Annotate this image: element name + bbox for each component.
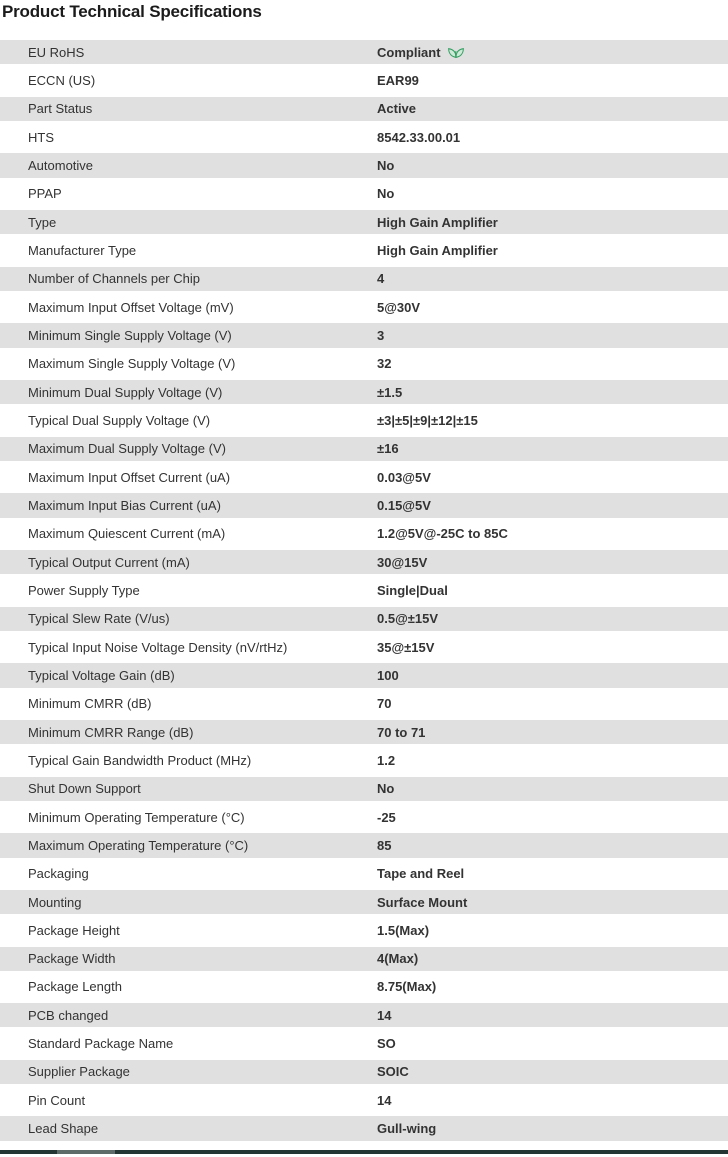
spec-value [377, 526, 728, 541]
table-row [0, 68, 728, 92]
table-row [0, 125, 728, 149]
table-row [0, 1060, 728, 1084]
spec-label: Maximum Input Offset Current (uA) [28, 469, 231, 485]
spec-label: Typical Slew Rate (V/us) [28, 611, 170, 627]
spec-value [377, 243, 728, 258]
spec-value [377, 413, 728, 428]
spec-label: Maximum Input Bias Current (uA) [28, 497, 221, 513]
spec-value-text: High Gain Amplifier [377, 242, 498, 258]
spec-label: Maximum Input Offset Voltage (mV) [28, 299, 234, 315]
spec-label: PCB changed [28, 1007, 109, 1023]
spec-value [377, 470, 728, 485]
spec-value-text: High Gain Amplifier [377, 214, 498, 230]
spec-label: Package Length [28, 979, 122, 995]
spec-value-text: 3 [377, 327, 385, 343]
spec-label: Minimum Dual Supply Voltage (V) [28, 384, 223, 400]
spec-value [377, 328, 728, 343]
spec-value-text: ±3|±5|±9|±12|±15 [377, 412, 478, 428]
spec-value-text: Single|Dual [377, 582, 448, 598]
spec-value-text: SOIC [377, 1064, 409, 1080]
table-row [0, 720, 728, 744]
spec-value [377, 583, 728, 598]
table-row [0, 947, 728, 971]
table-row [0, 493, 728, 517]
table-row [0, 97, 728, 121]
spec-value [377, 640, 728, 655]
spec-label: Typical Input Noise Voltage Density (nV/rtHz) [28, 639, 288, 655]
spec-value-text: ±1.5 [377, 384, 403, 400]
spec-value [377, 101, 728, 116]
spec-value-text: No [377, 781, 395, 797]
spec-value [377, 1008, 728, 1023]
table-row [0, 238, 728, 262]
table-row [0, 975, 728, 999]
spec-value-text: No [377, 186, 395, 202]
table-row [0, 408, 728, 432]
table-row [0, 777, 728, 801]
spec-value [377, 781, 728, 796]
spec-value [377, 725, 728, 740]
spec-value [377, 979, 728, 994]
spec-value-text: SO [377, 1036, 396, 1052]
table-row [0, 295, 728, 319]
spec-value-text: Tape and Reel [377, 866, 465, 882]
spec-table [0, 40, 728, 1141]
table-row [0, 437, 728, 461]
spec-value [377, 356, 728, 371]
table-row [0, 380, 728, 404]
table-row [0, 1088, 728, 1112]
spec-value-text: 1.5(Max) [377, 922, 430, 938]
spec-value-text: EAR99 [377, 72, 419, 88]
table-row [0, 635, 728, 659]
spec-value [377, 668, 728, 683]
spec-value-text: 14 [377, 1092, 392, 1108]
spec-label: Minimum Operating Temperature (°C) [28, 809, 245, 825]
spec-value [377, 1093, 728, 1108]
spec-value-text: Active [377, 101, 417, 117]
spec-value-text: 0.03@5V [377, 469, 431, 485]
table-row [0, 352, 728, 376]
spec-label: Part Status [28, 101, 93, 117]
spec-value [377, 696, 728, 711]
spec-label: Shut Down Support [28, 781, 141, 797]
spec-value-text: 30@15V [377, 554, 428, 570]
table-row [0, 692, 728, 716]
spec-label: Package Height [28, 922, 120, 938]
spec-value [377, 838, 728, 853]
spec-value [377, 1064, 728, 1079]
spec-value [377, 300, 728, 315]
spec-label: Packaging [28, 866, 89, 882]
spec-label: EU RoHS [28, 44, 85, 60]
spec-value [377, 271, 728, 286]
table-row [0, 862, 728, 886]
footer-bar [0, 1150, 728, 1154]
spec-label: Lead Shape [28, 1121, 99, 1137]
table-row [0, 890, 728, 914]
spec-value [377, 951, 728, 966]
table-row [0, 805, 728, 829]
spec-value-text: 5@30V [377, 299, 421, 315]
spec-value [377, 215, 728, 230]
spec-value-text: 0.15@5V [377, 497, 431, 513]
table-row [0, 40, 728, 64]
spec-value [377, 385, 728, 400]
spec-value-text: 8542.33.00.01 [377, 129, 461, 145]
spec-value [377, 73, 728, 88]
table-row [0, 465, 728, 489]
spec-label: Typical Voltage Gain (dB) [28, 667, 175, 683]
spec-label: Typical Dual Supply Voltage (V) [28, 412, 211, 428]
spec-value-text: ±16 [377, 441, 399, 457]
table-row [0, 663, 728, 687]
spec-value [377, 753, 728, 768]
spec-label: PPAP [28, 186, 62, 202]
spec-label: Maximum Dual Supply Voltage (V) [28, 441, 226, 457]
spec-value-text: Compliant [377, 44, 441, 60]
table-row [0, 918, 728, 942]
spec-label: Typical Gain Bandwidth Product (MHz) [28, 752, 252, 768]
spec-value-text: 14 [377, 1007, 392, 1023]
spec-label: Type [28, 214, 57, 230]
table-row [0, 550, 728, 574]
table-row [0, 1116, 728, 1140]
leaf-icon [448, 45, 464, 59]
table-row [0, 748, 728, 772]
table-row [0, 182, 728, 206]
spec-value-text: 1.2 [377, 752, 396, 768]
spec-value [377, 1121, 728, 1136]
table-row [0, 522, 728, 546]
spec-label: Power Supply Type [28, 582, 140, 598]
spec-value-text: Surface Mount [377, 894, 468, 910]
spec-value-text: 100 [377, 667, 399, 683]
spec-value-text: 1.2@5V@-25C to 85C [377, 526, 508, 542]
spec-label: Number of Channels per Chip [28, 271, 200, 287]
spec-value-text: 0.5@±15V [377, 611, 439, 627]
table-row [0, 267, 728, 291]
spec-value [377, 186, 728, 201]
spec-label: Minimum Single Supply Voltage (V) [28, 327, 232, 343]
spec-value [377, 555, 728, 570]
table-row [0, 323, 728, 347]
spec-label: Minimum CMRR (dB) [28, 696, 152, 712]
spec-label: Supplier Package [28, 1064, 130, 1080]
spec-value-text: -25 [377, 809, 396, 825]
table-row [0, 1003, 728, 1027]
spec-value [377, 498, 728, 513]
spec-value-text: 4 [377, 271, 385, 287]
spec-value [377, 130, 728, 145]
spec-label: Maximum Single Supply Voltage (V) [28, 356, 236, 372]
spec-value [377, 810, 728, 825]
spec-label: Automotive [28, 157, 94, 173]
spec-label: Manufacturer Type [28, 242, 137, 258]
spec-value [377, 158, 728, 173]
spec-label: Standard Package Name [28, 1036, 174, 1052]
spec-value [377, 895, 728, 910]
spec-value-text: 70 to 71 [377, 724, 426, 740]
spec-value-text: Gull-wing [377, 1121, 437, 1137]
table-row [0, 607, 728, 631]
spec-label: Maximum Operating Temperature (°C) [28, 837, 249, 853]
page-title: Product Technical Specifications [2, 2, 262, 21]
spec-value-text: 70 [377, 696, 392, 712]
table-row [0, 210, 728, 234]
table-row [0, 833, 728, 857]
spec-value-text: No [377, 157, 395, 173]
spec-value [377, 1036, 728, 1051]
spec-value-text: 85 [377, 837, 392, 853]
spec-label: HTS [28, 129, 54, 145]
spec-label: Typical Output Current (mA) [28, 554, 190, 570]
spec-value [377, 45, 728, 60]
spec-label: ECCN (US) [28, 72, 96, 88]
spec-value-text: 4(Max) [377, 951, 419, 967]
spec-label: Pin Count [28, 1092, 86, 1108]
spec-label: Minimum CMRR Range (dB) [28, 724, 194, 740]
spec-value-text: 8.75(Max) [377, 979, 437, 995]
spec-value [377, 866, 728, 881]
spec-value-text: 35@±15V [377, 639, 435, 655]
table-row [0, 1031, 728, 1055]
table-row [0, 153, 728, 177]
spec-value [377, 923, 728, 938]
spec-value-text: 32 [377, 356, 392, 372]
spec-label: Package Width [28, 951, 116, 967]
table-row [0, 578, 728, 602]
spec-value [377, 441, 728, 456]
footer-bar-highlight [57, 1150, 115, 1154]
spec-label: Maximum Quiescent Current (mA) [28, 526, 226, 542]
spec-value [377, 611, 728, 626]
spec-label: Mounting [28, 894, 82, 910]
